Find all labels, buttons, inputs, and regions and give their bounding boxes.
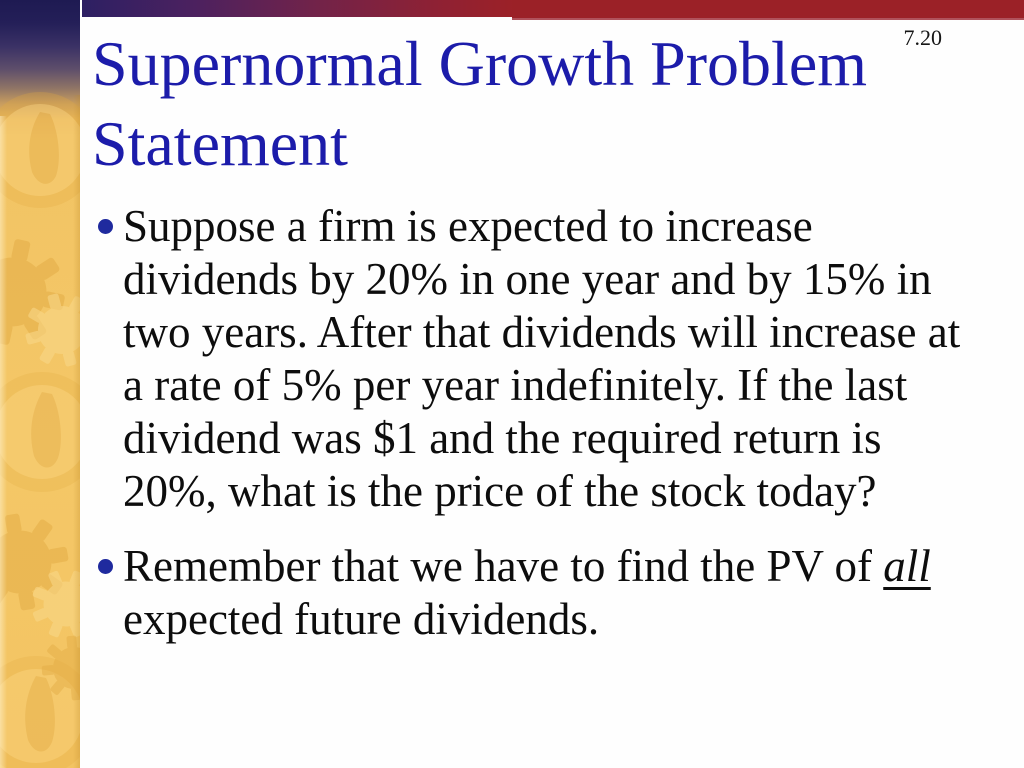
bullet-1-line: Suppose a firm is expected to increase xyxy=(123,201,813,251)
sidebar-decoration xyxy=(0,0,80,768)
slide-title-line2: Statement xyxy=(92,108,348,179)
coin-gear-pattern-icon xyxy=(0,0,80,768)
sidebar-edge-shade xyxy=(73,95,80,768)
slide-number: 7.20 xyxy=(903,25,942,50)
bullet-icon xyxy=(98,559,113,574)
slide-title-line1: Supernormal Growth Problem xyxy=(92,28,867,99)
bullet-1-line: dividend was $1 and the required return is xyxy=(123,413,882,463)
bullet-1-line: dividends by 20% in one year and by 15% in xyxy=(123,254,932,304)
sidebar-highlight-strip xyxy=(0,116,7,768)
bullet-2-line: expected future dividends. xyxy=(123,594,600,644)
bullet-1-line: a rate of 5% per year indefinitely. If the last xyxy=(123,360,908,410)
bullet-item-2 xyxy=(98,540,931,646)
bullet-item-1 xyxy=(98,200,960,518)
bullet-2-text xyxy=(123,540,931,646)
bullet-2-line1-prefix: Remember that we have to find the PV of xyxy=(123,541,884,591)
bullet-icon xyxy=(98,219,113,234)
bullet-1-text xyxy=(123,200,960,518)
slide-title xyxy=(92,24,867,184)
bullet-2-emphasis-all: all xyxy=(883,541,931,591)
top-accent-bar-right xyxy=(512,0,1024,20)
bullet-2-line xyxy=(123,540,931,593)
bullet-1-line: 20%, what is the price of the stock today? xyxy=(123,466,877,516)
bullet-1-line: two years. After that dividends will increase at xyxy=(123,307,961,357)
